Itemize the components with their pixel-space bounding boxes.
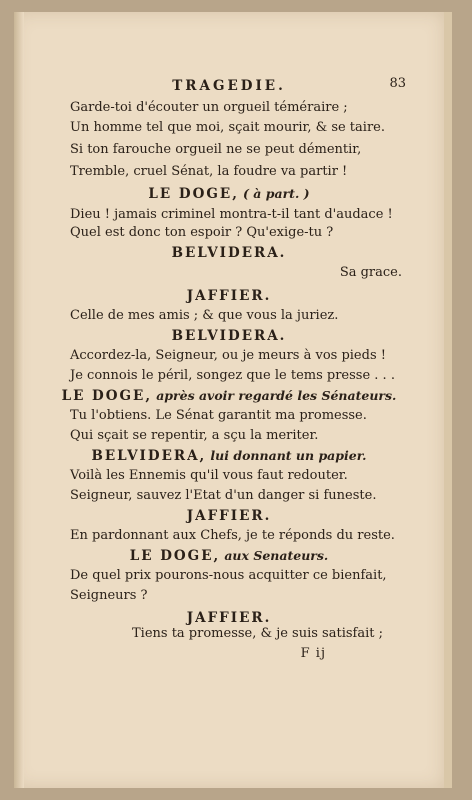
speaker-heading [14,448,444,465]
verse-line: Sa grace. [339,265,402,280]
speaker-name: JAFFIER. [186,508,272,524]
signature-mark: F ij [300,646,326,661]
speaker-heading [14,186,444,203]
speaker-heading [14,288,444,305]
verse-line: Garde-toi d'écouter un orgueil téméraire ; [70,100,348,115]
verse-line: En pardonnant aux Chefs, je te réponds du reste. [70,528,395,543]
verse-line: Je connois le péril, songez que le tems presse . . . [70,368,395,383]
page-number: 83 [389,76,406,91]
speaker-heading [14,328,444,345]
book-page [14,12,444,788]
verse-line: Quel est donc ton espoir ? Qu'exige-tu ? [70,225,334,240]
verse-line: Qui sçait se repentir, a sçu la meriter. [70,428,319,443]
stage-direction: ( à part. ) [243,186,310,201]
speaker-name: BELVIDERA. [171,328,287,344]
verse-line: Tiens ta promesse, & je suis satisfait ; [132,626,383,641]
verse-line: Celle de mes amis ; & que vous la juriez. [70,308,339,323]
speaker-heading [14,610,444,627]
verse-line: Dieu ! jamais criminel montra-t-il tant d'audace ! [70,207,393,222]
speaker-name: LE DOGE, [148,186,239,202]
verse-line: Voilà les Ennemis qu'il vous faut redouter. [70,468,348,483]
verse-line: Tu l'obtiens. Le Sénat garantit ma promesse. [70,408,367,423]
page-right-edge [444,12,452,788]
verse-line: Un homme tel que moi, sçait mourir, & se taire. [70,120,385,135]
speaker-name: LE DOGE, [61,388,153,404]
speaker-name: BELVIDERA. [171,245,287,261]
verse-line: Si ton farouche orgueil ne se peut démentir, [70,142,362,157]
stage-direction: après avoir regardé les Sénateurs. [156,388,397,403]
speaker-name: JAFFIER. [186,288,272,304]
speaker-name: JAFFIER. [186,610,272,626]
stage-direction: aux Senateurs. [224,548,329,563]
speaker-name: LE DOGE, [129,548,221,564]
verse-line: Accordez-la, Seigneur, ou je meurs à vos pieds ! [70,348,386,363]
verse-line: Tremble, cruel Sénat, la foudre va partir ! [70,164,348,179]
speaker-name: BELVIDERA, [91,448,207,464]
verse-line: Seigneur, sauvez l'Etat d'un danger si funeste. [70,488,377,503]
stage-direction: lui donnant un papier. [210,448,367,463]
verse-line: Seigneurs ? [70,588,148,603]
speaker-heading [14,508,444,525]
running-header [14,78,444,94]
speaker-heading [14,548,444,565]
verse-line: De quel prix pourons-nous acquitter ce bienfait, [70,568,387,583]
speaker-heading [14,245,444,262]
running-title: TRAGEDIE. [172,78,286,94]
speaker-heading [14,388,444,405]
